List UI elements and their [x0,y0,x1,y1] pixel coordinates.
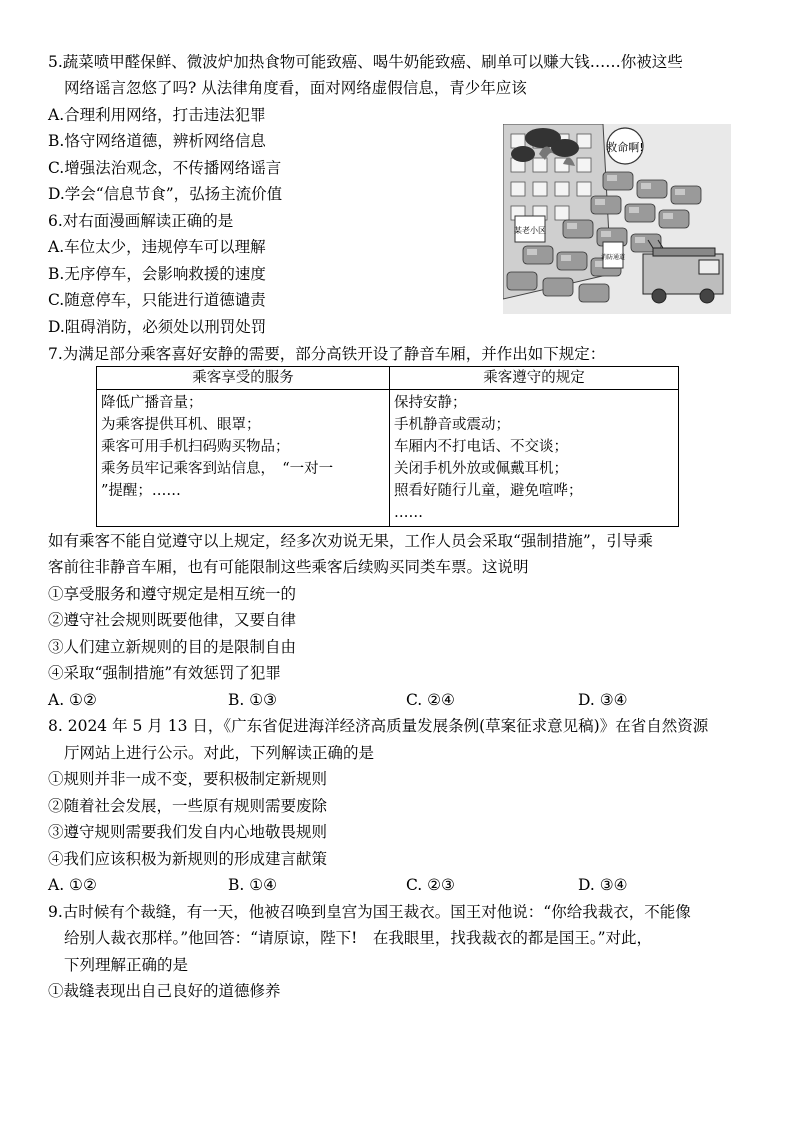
q6-option-c: C.随意停车，只能进行道德谴责 [48,291,266,309]
q7-statement-2: ②遵守社会规则既要他律，又要自律 [48,611,297,629]
q7-after-line-2: 客前往非静音车厢，也有可能限制这些乘客后续购买同类车票。这说明 [48,558,529,576]
q6-option-d: D.阻碍消防，必须处以刑罚处罚 [48,318,267,336]
parking-cartoon-image [503,124,731,314]
q6-option-b: B.无序停车，会影响救援的速度 [48,265,266,283]
service-item: 乘客可用手机扫码购买物品； [101,439,290,455]
q8-statement-3: ③遵守规则需要我们发自内心地敬畏规则 [48,823,328,841]
cartoon-help-text: 救命啊! [606,141,644,154]
q9-stem-line-3: 下列理解正确的是 [64,956,189,974]
rule-item: …… [394,505,423,521]
rule-item: 手机静音或震动； [394,417,510,433]
q8-choice-d: D. ③④ [578,876,628,894]
q8-statement-1: ①规则并非一成不变，要积极制定新规则 [48,770,328,788]
service-item: ”提醒；…… [101,483,181,499]
rule-item: 照看好随行儿童，避免喧哗； [394,483,583,499]
q7-choice-c: C. ②④ [406,691,455,709]
q5-stem-line-1: 5.蔬菜喷甲醛保鲜、微波炉加热食物可能致癌、喝牛奶能致癌、刷单可以赚大钱……你被这些 [48,53,683,71]
services-cell [97,390,390,527]
table-header-rules: 乘客遵守的规定 [390,367,679,390]
rule-item: 保持安静； [394,395,467,411]
q9-statement-1: ①裁缝表现出自己良好的道德修养 [48,982,281,1000]
q7-statement-4: ④采取“强制措施”有效惩罚了犯罪 [48,664,281,682]
q8-statement-4: ④我们应该积极为新规则的形成建言献策 [48,850,328,868]
q7-statement-3: ③人们建立新规则的目的是限制自由 [48,638,297,656]
q8-choice-b: B. ①④ [228,876,278,894]
q5-option-c: C.增强法治观念，不传播网络谣言 [48,159,282,177]
q9-stem-line-1: 9.古时候有个裁缝，有一天，他被召唤到皇宫为国王裁衣。国王对他说：“你给我裁衣，不能像 [48,903,691,921]
table-header-services: 乘客享受的服务 [97,367,390,390]
q9-stem-line-2: 给别人裁衣那样。”他回答：“请原谅，陛下! 在我眼里，找我裁衣的都是国王。”对此， [64,929,653,947]
q5-option-d: D.学会“信息节食”，弘扬主流价值 [48,185,283,203]
q8-stem-line-2: 厅网站上进行公示。对此，下列解读正确的是 [64,744,375,762]
q5-stem-line-2: 网络谣言忽悠了吗? 从法律角度看，面对网络虚假信息，青少年应该 [64,79,527,97]
quiet-carriage-rules-table [96,366,679,527]
q7-choice-d: D. ③④ [578,691,628,709]
q8-choice-a: A. ①② [48,876,97,894]
q6-option-a: A.车位太少，违规停车可以理解 [48,238,266,256]
q8-statement-2: ②随着社会发展，一些原有规则需要废除 [48,797,328,815]
service-item: 降低广播音量； [101,395,203,411]
service-item: 为乘客提供耳机、眼罩； [101,417,261,433]
service-item: 乘务员牢记乘客到站信息， “一对一 [101,461,334,477]
cartoon-community-sign: 某老小区 [514,226,546,235]
q6-stem: 6.对右面漫画解读正确的是 [48,212,234,230]
q7-choices [48,689,748,711]
q7-choice-a: A. ①② [48,691,97,709]
cartoon-fire-lane-sign: 消防通道 [600,254,626,261]
q8-stem-line-1: 8. 2024 年 5 月 13 日，《广东省促进海洋经济高质量发展条例(草案征求意见稿)》在省自然资源 [48,717,709,735]
q7-choice-b: B. ①③ [228,691,278,709]
q7-stem: 7.为满足部分乘客喜好安静的需要，部分高铁开设了静音车厢，并作出如下规定： [48,345,606,363]
q7-statement-1: ①享受服务和遵守规定是相互统一的 [48,585,297,603]
rule-item: 车厢内不打电话、不交谈； [394,439,568,455]
rule-item: 关闭手机外放或佩戴耳机； [394,461,568,477]
rules-cell [390,390,679,527]
q5-option-b: B.恪守网络道德，辨析网络信息 [48,132,266,150]
q8-choices [48,874,748,896]
q5-option-a: A.合理利用网络，打击违法犯罪 [48,106,266,124]
q8-choice-c: C. ②③ [406,876,455,894]
q7-after-line-1: 如有乘客不能自觉遵守以上规定，经多次劝说无果，工作人员会采取“强制措施”，引导乘 [48,532,653,550]
